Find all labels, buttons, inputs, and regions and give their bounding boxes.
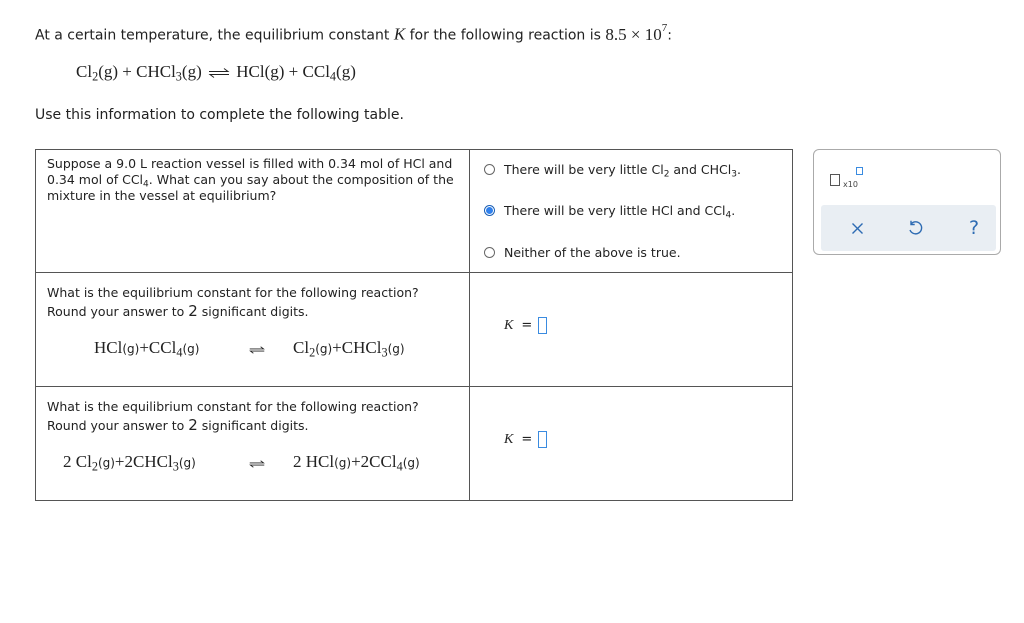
row2-question: What is the equilibrium constant for the following reaction? Round your answer to 2 significant digits. <box>47 285 419 320</box>
main-equation: $Cl_2(g)$ + CHCl$_3$(g) HCl(g) + CCl$_4$(g) <box>76 62 356 84</box>
scientific-notation-button[interactable] <box>830 167 870 191</box>
instruction-text: Use this information to complete the following table. <box>35 107 404 123</box>
k-answer-input[interactable] <box>538 317 547 334</box>
equilibrium-arrow-icon <box>249 345 265 355</box>
row2-answer-cell <box>470 273 793 387</box>
question-table <box>35 149 793 501</box>
equilibrium-arrow-icon <box>249 459 265 469</box>
intro-suffix: : <box>667 27 672 44</box>
row3-products: 2 HCl(g)+2CCl$_4$(g) <box>293 452 420 474</box>
k-symbol: K <box>393 24 406 44</box>
radio-button[interactable] <box>484 247 495 258</box>
row3-reactants: 2 $Cl_2(g)+2CHCl_3(g)$ <box>63 452 196 474</box>
help-icon: ? <box>968 217 980 239</box>
row3-answer-cell <box>470 387 793 501</box>
intro-text <box>35 24 672 45</box>
equilibrium-arrow-icon <box>208 68 230 78</box>
option-little-hcl-ccl4[interactable]: There will be very little HCl and CCl$_4$. <box>484 203 735 218</box>
k-answer-input[interactable] <box>538 431 547 448</box>
close-icon <box>851 222 864 235</box>
answer-tool-panel <box>813 149 1001 255</box>
x10-label: x10 <box>843 180 858 189</box>
row3-question-cell <box>36 387 470 501</box>
k-label: K <box>504 317 514 333</box>
row1-question: Suppose a 9.0 L reaction vessel is filled with 0.34 mol of HCl and 0.34 mol of CCl$_4$. What can you say about the composition of the mixture in the vessel at equilibrium? <box>47 156 454 203</box>
undo-icon <box>907 220 923 236</box>
row3-k-input-group <box>504 431 547 448</box>
intro-middle: for the following reaction is <box>405 27 606 44</box>
option-neither[interactable]: Neither of the above is true. <box>484 245 681 260</box>
k-label: K <box>504 431 514 447</box>
undo-button[interactable] <box>895 205 935 251</box>
row2-k-input-group <box>504 317 547 334</box>
exponent-box-icon <box>856 167 863 175</box>
help-button[interactable] <box>954 205 994 251</box>
row2-products: $Cl_2(g)+CHCl_3(g)$ <box>293 338 405 360</box>
option-little-cl2-chcl3[interactable]: There will be very little $Cl_2$ and CHCl$_3$. <box>484 162 741 177</box>
row1-question-cell <box>36 150 470 273</box>
clear-button[interactable] <box>837 205 877 251</box>
row1-answer-cell <box>470 150 793 273</box>
radio-button-selected[interactable] <box>484 205 495 216</box>
equals-sign: = <box>521 318 533 333</box>
intro-prefix: At a certain temperature, the equilibrium constant <box>35 27 394 44</box>
row2-reactants: HCl(g)+CCl$_4$(g) <box>94 338 200 360</box>
radio-button[interactable] <box>484 164 495 175</box>
equals-sign: = <box>521 432 533 447</box>
tool-bar <box>821 205 996 251</box>
mantissa-box-icon <box>830 174 840 186</box>
k-value: $8.5 \times 10^7$ <box>605 22 668 44</box>
row3-question: What is the equilibrium constant for the following reaction? Round your answer to 2 significant digits. <box>47 399 419 434</box>
row2-question-cell <box>36 273 470 387</box>
